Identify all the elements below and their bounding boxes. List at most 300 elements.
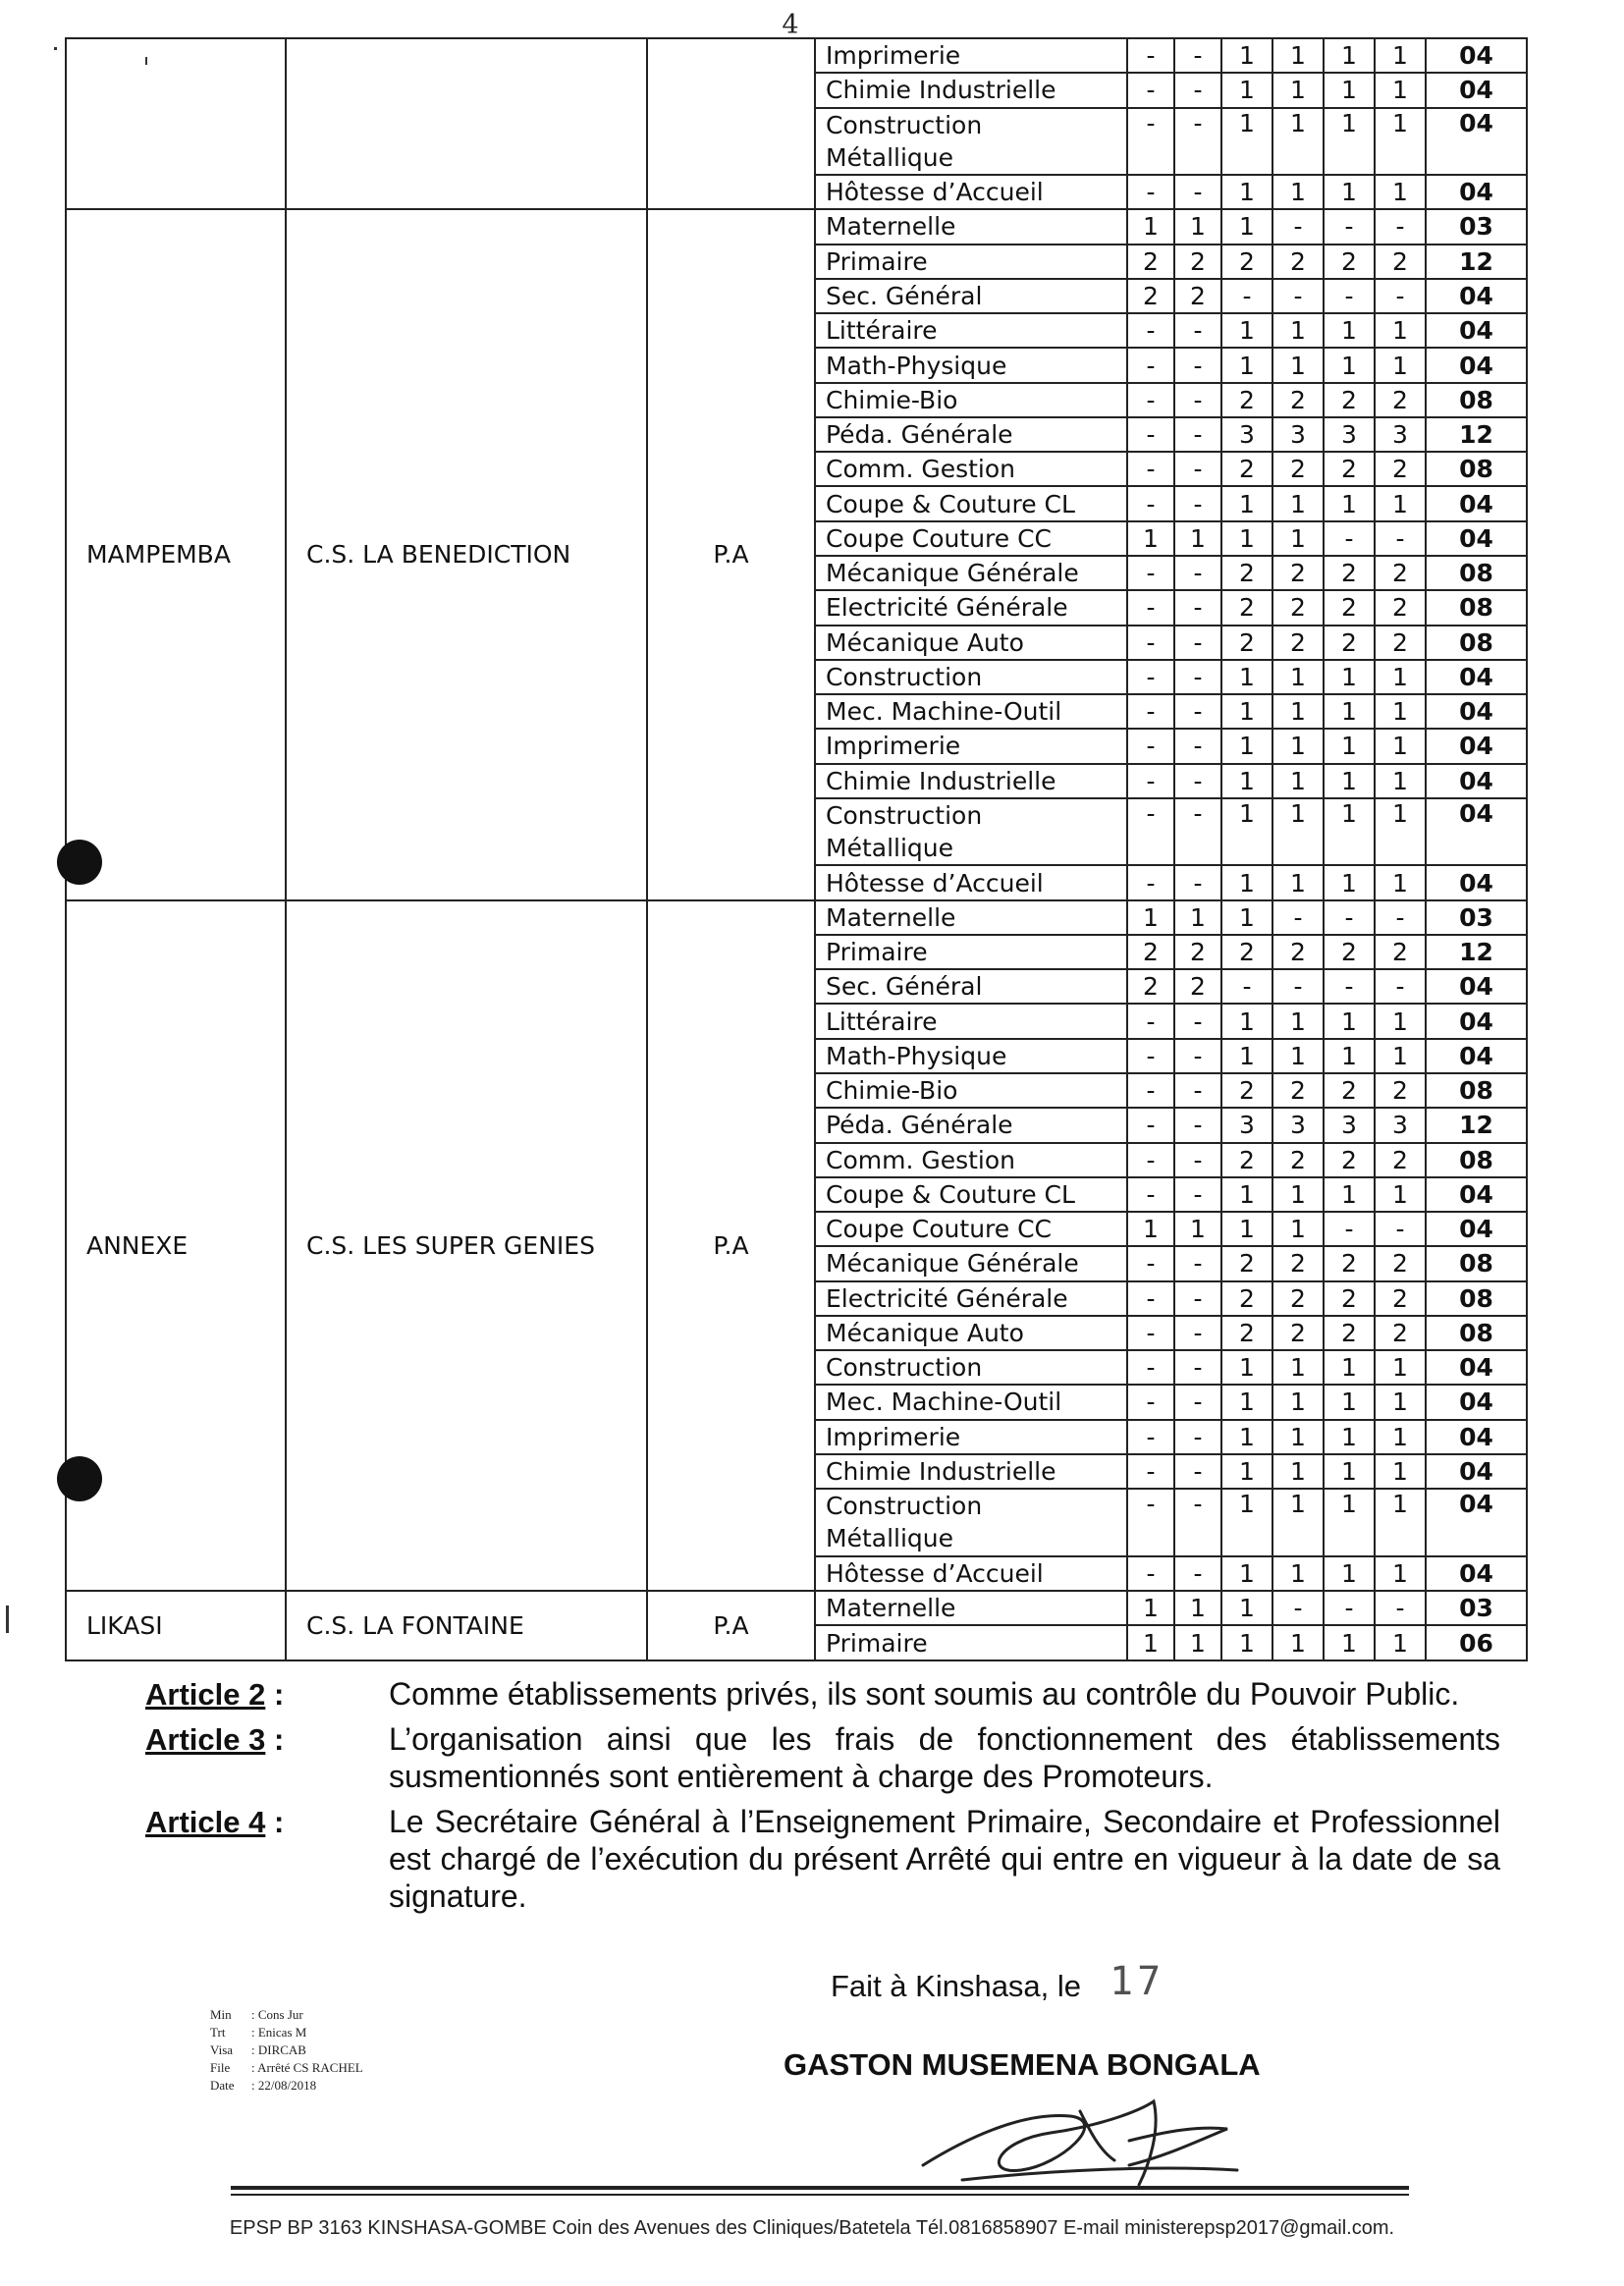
class-count-cell: 1 [1174,521,1221,556]
class-count-cell: 3 [1324,417,1375,452]
class-count-cell: 1 [1324,1454,1375,1489]
section-label-line2: Métallique [826,834,954,863]
total-cell: 03 [1426,900,1527,935]
class-count-cell: - [1324,1212,1375,1246]
total-cell: 04 [1426,764,1527,798]
section-cell [815,175,1127,209]
class-count-cell: 1 [1375,798,1426,866]
class-count-cell: 1 [1272,764,1324,798]
status-cell: P.A [647,209,815,899]
total-cell: 12 [1426,1108,1527,1142]
class-count-cell: 1 [1272,1004,1324,1038]
class-count-cell: - [1375,521,1426,556]
class-count-cell: 1 [1272,865,1324,899]
class-count-cell: 1 [1221,1039,1272,1073]
article-4: Article 4 : Le Secrétaire Général à l’Enseignement Primaire, Secondaire et Professionnel est chargé de l’exécution du présent Arrêté qui entre en vigueur à la date de sa signature. [145,1804,1500,1914]
class-count-cell: 2 [1174,279,1221,313]
section-label: Imprimerie [826,41,961,71]
article-label: Article 4 [145,1805,266,1839]
class-count-cell: 2 [1127,935,1174,969]
class-count-cell: 3 [1324,1108,1375,1142]
total-cell: 06 [1426,1625,1527,1660]
class-count-cell: 1 [1272,798,1324,866]
section-cell [815,1625,1127,1660]
status-cell [647,38,815,209]
locality-cell: LIKASI [66,1591,286,1660]
section-cell [815,486,1127,520]
class-count-cell: 2 [1324,383,1375,417]
section-label: Maternelle [826,212,956,242]
section-label: Primaire [826,1628,928,1658]
class-count-cell: 3 [1221,1108,1272,1142]
section-cell [815,1004,1127,1038]
class-count-cell: 2 [1324,626,1375,660]
section-label: Electricité Générale [826,593,1068,623]
section-label: Electricité Générale [826,1283,1068,1313]
articles [145,1675,1500,1923]
class-count-cell: 1 [1375,1004,1426,1038]
class-count-cell: 1 [1375,865,1426,899]
class-count-cell: 1 [1221,1556,1272,1591]
class-count-cell: - [1127,798,1174,866]
class-count-cell: - [1127,1039,1174,1073]
class-count-cell: - [1174,1039,1221,1073]
total-cell: 03 [1426,1591,1527,1625]
section-cell [815,38,1127,73]
section-cell [815,1316,1127,1350]
class-count-cell: - [1375,969,1426,1004]
class-count-cell: - [1174,313,1221,348]
section-label: Coupe Couture CC [826,1215,1053,1244]
class-count-cell: 1 [1324,1177,1375,1212]
class-count-cell: 2 [1272,1073,1324,1108]
signatory-name: GASTON MUSEMENA BONGALA [784,2047,1261,2082]
section-label: Primaire [826,246,928,276]
section-cell [815,108,1127,176]
class-count-cell: - [1174,1177,1221,1212]
class-count-cell: - [1324,1591,1375,1625]
section-label: Construction [826,110,983,139]
class-count-cell: 1 [1324,660,1375,694]
class-count-cell: 1 [1375,1420,1426,1454]
class-count-cell: 1 [1272,175,1324,209]
class-count-cell: - [1127,486,1174,520]
class-count-cell: 2 [1324,1143,1375,1177]
class-count-cell: 2 [1272,452,1324,486]
section-label: Mécanique Auto [826,1318,1024,1347]
section-label: Comm. Gestion [826,1145,1016,1174]
class-count-cell: - [1174,1281,1221,1316]
section-label: Comm. Gestion [826,455,1016,484]
class-count-cell: - [1174,1316,1221,1350]
total-cell: 04 [1426,521,1527,556]
section-label: Imprimerie [826,732,961,761]
total-cell: 04 [1426,660,1527,694]
class-count-cell: 2 [1221,1143,1272,1177]
class-count-cell: 1 [1127,1212,1174,1246]
class-count-cell: 2 [1221,935,1272,969]
class-count-cell: 1 [1272,38,1324,73]
section-cell [815,865,1127,899]
class-count-cell: - [1375,279,1426,313]
class-count-cell: - [1174,348,1221,382]
punch-hole [57,840,102,885]
class-count-cell: 1 [1375,1385,1426,1419]
class-count-cell: 2 [1221,626,1272,660]
section-label: Coupe & Couture CL [826,489,1075,518]
class-count-cell: 2 [1221,590,1272,625]
class-count-cell: 1 [1324,1385,1375,1419]
article-2: Article 2 : Comme établissements privés, ils sont soumis au contrôle du Pouvoir Public. [145,1675,1500,1713]
class-count-cell: 2 [1324,1246,1375,1280]
class-count-cell: 1 [1375,1039,1426,1073]
class-count-cell: - [1375,1212,1426,1246]
article-text: Le Secrétaire Général à l’Enseignement Primaire, Secondaire et Professionnel est chargé de l’exécution du présent Arrêté qui entre en vigueur à la date de sa signature. [389,1804,1500,1914]
class-count-cell: - [1127,1556,1174,1591]
place-date: Fait à Kinshasa, le [831,1969,1082,2003]
school-name-cell [286,38,647,209]
class-count-cell: - [1324,969,1375,1004]
total-cell: 04 [1426,1004,1527,1038]
class-count-cell: - [1127,73,1174,107]
class-count-cell: 1 [1375,175,1426,209]
class-count-cell: 1 [1375,1454,1426,1489]
class-count-cell: 1 [1272,521,1324,556]
total-cell: 04 [1426,38,1527,73]
school-name-cell: C.S. LA BENEDICTION [286,209,647,899]
class-count-cell: 1 [1324,486,1375,520]
class-count-cell: 1 [1375,348,1426,382]
section-cell [815,1108,1127,1142]
class-count-cell: 1 [1127,209,1174,244]
class-count-cell: 3 [1221,417,1272,452]
class-count-cell: 2 [1375,556,1426,590]
total-cell: 04 [1426,348,1527,382]
class-count-cell: - [1127,1108,1174,1142]
class-count-cell: 1 [1272,694,1324,729]
date-stamp: 17 [1110,1959,1165,2004]
class-count-cell: - [1174,1004,1221,1038]
section-cell [815,1073,1127,1108]
class-count-cell: - [1375,1591,1426,1625]
class-count-cell: 3 [1375,1108,1426,1142]
class-count-cell: 1 [1375,108,1426,176]
total-cell: 12 [1426,245,1527,279]
class-count-cell: 2 [1221,383,1272,417]
class-count-cell: 1 [1324,694,1375,729]
section-label: Maternelle [826,902,956,932]
section-cell [815,969,1127,1004]
class-count-cell: 1 [1272,729,1324,763]
class-count-cell: 1 [1375,1625,1426,1660]
class-count-cell: 1 [1221,209,1272,244]
section-cell [815,694,1127,729]
class-count-cell: 1 [1272,1420,1324,1454]
section-label-line2: Métallique [826,1524,954,1553]
class-count-cell: 2 [1221,1316,1272,1350]
section-cell [815,1246,1127,1280]
class-count-cell: 2 [1272,1316,1324,1350]
section-label: Hôtesse d’Accueil [826,1558,1044,1588]
page-number: 4 [782,10,799,40]
section-cell [815,1385,1127,1419]
class-count-cell: - [1272,969,1324,1004]
class-count-cell: - [1174,1073,1221,1108]
class-count-cell: 1 [1375,694,1426,729]
footer-rule [231,2186,1409,2190]
total-cell: 04 [1426,1039,1527,1073]
section-cell [815,626,1127,660]
section-cell [815,1489,1127,1556]
class-count-cell: - [1127,1004,1174,1038]
class-count-cell: - [1127,417,1174,452]
class-count-cell: - [1127,1177,1174,1212]
class-count-cell: - [1127,590,1174,625]
total-cell: 04 [1426,1350,1527,1385]
class-count-cell: 1 [1375,1177,1426,1212]
section-label: Coupe Couture CC [826,523,1053,553]
class-count-cell: 1 [1221,1385,1272,1419]
section-label: Coupe & Couture CL [826,1179,1075,1209]
section-cell [815,313,1127,348]
class-count-cell: 2 [1127,279,1174,313]
class-count-cell: - [1272,1591,1324,1625]
total-cell: 04 [1426,798,1527,866]
class-count-cell: - [1272,900,1324,935]
class-count-cell: 2 [1324,245,1375,279]
total-cell: 04 [1426,1177,1527,1212]
class-count-cell: - [1174,694,1221,729]
total-cell: 03 [1426,209,1527,244]
class-count-cell: 2 [1324,1073,1375,1108]
section-cell [815,900,1127,935]
class-count-cell: 1 [1324,38,1375,73]
section-label: Construction [826,1492,983,1521]
class-count-cell: 2 [1272,590,1324,625]
total-cell: 04 [1426,313,1527,348]
total-cell: 04 [1426,865,1527,899]
section-cell [815,279,1127,313]
class-count-cell: 1 [1375,729,1426,763]
class-count-cell: 1 [1324,1556,1375,1591]
class-count-cell: 1 [1324,175,1375,209]
total-cell: 08 [1426,1073,1527,1108]
class-count-cell: 1 [1375,764,1426,798]
class-count-cell: 2 [1324,590,1375,625]
class-count-cell: - [1174,452,1221,486]
section-label: Imprimerie [826,1422,961,1451]
section-label-line2: Métallique [826,142,954,172]
section-cell [815,73,1127,107]
section-label: Chimie-Bio [826,385,958,414]
class-count-cell: - [1127,865,1174,899]
class-count-cell: 1 [1221,865,1272,899]
class-count-cell: 1 [1324,1350,1375,1385]
class-count-cell: - [1174,1489,1221,1556]
section-cell [815,1212,1127,1246]
class-count-cell: - [1174,626,1221,660]
class-count-cell: - [1221,279,1272,313]
total-cell: 08 [1426,626,1527,660]
section-cell [815,417,1127,452]
class-count-cell: - [1174,108,1221,176]
class-count-cell: 1 [1272,1489,1324,1556]
class-count-cell: 2 [1375,1143,1426,1177]
class-count-cell: 1 [1375,313,1426,348]
section-cell [815,383,1127,417]
total-cell: 04 [1426,73,1527,107]
class-count-cell: 2 [1174,245,1221,279]
class-count-cell: 1 [1127,521,1174,556]
section-cell [815,1350,1127,1385]
section-label: Mécanique Auto [826,627,1024,657]
class-count-cell: 2 [1221,452,1272,486]
class-count-cell: 1 [1221,798,1272,866]
section-cell [815,245,1127,279]
total-cell: 04 [1426,1212,1527,1246]
section-label: Maternelle [826,1594,956,1623]
section-label: Math-Physique [826,1041,1007,1070]
class-count-cell: 1 [1324,1625,1375,1660]
class-count-cell: 1 [1174,1591,1221,1625]
class-count-cell: 2 [1375,383,1426,417]
class-count-cell: 1 [1375,660,1426,694]
class-count-cell: - [1127,1489,1174,1556]
punch-hole [57,1456,102,1501]
class-count-cell: 1 [1221,38,1272,73]
class-count-cell: 2 [1272,626,1324,660]
class-count-cell: 2 [1375,626,1426,660]
class-count-cell: - [1127,383,1174,417]
class-count-cell: 1 [1272,348,1324,382]
class-count-cell: 2 [1272,935,1324,969]
class-count-cell: 1 [1221,1212,1272,1246]
section-label: Chimie Industrielle [826,76,1056,105]
total-cell: 04 [1426,1454,1527,1489]
total-cell: 04 [1426,1556,1527,1591]
total-cell: 04 [1426,279,1527,313]
section-label: Hôtesse d’Accueil [826,178,1044,207]
class-count-cell: 1 [1127,1591,1174,1625]
section-label: Littéraire [826,1007,938,1036]
class-count-cell: - [1174,1108,1221,1142]
total-cell: 08 [1426,1281,1527,1316]
class-count-cell: - [1174,383,1221,417]
class-count-cell: - [1324,279,1375,313]
class-count-cell: 1 [1221,1625,1272,1660]
class-count-cell: 1 [1272,108,1324,176]
total-cell: 04 [1426,1489,1527,1556]
class-count-cell: - [1221,969,1272,1004]
class-count-cell: - [1127,626,1174,660]
section-label: Sec. Général [826,281,983,310]
class-count-cell: - [1127,764,1174,798]
class-count-cell: - [1127,108,1174,176]
scan-mark [54,47,57,50]
section-cell [815,1177,1127,1212]
class-count-cell: 2 [1324,935,1375,969]
section-label: Chimie Industrielle [826,766,1056,795]
class-count-cell: - [1127,175,1174,209]
class-count-cell: 1 [1221,1489,1272,1556]
class-count-cell: 2 [1375,1316,1426,1350]
class-count-cell: - [1324,209,1375,244]
class-count-cell: 1 [1324,73,1375,107]
section-cell [815,764,1127,798]
section-cell [815,1143,1127,1177]
class-count-cell: 2 [1221,1246,1272,1280]
class-count-cell: 2 [1324,1281,1375,1316]
section-cell [815,521,1127,556]
article-text: L’organisation ainsi que les frais de fonctionnement des établissements susmentionnés sont entièrement à charge des Promoteurs. [389,1721,1500,1794]
section-label: Hôtesse d’Accueil [826,868,1044,898]
class-count-cell: 1 [1324,313,1375,348]
class-count-cell: 2 [1221,245,1272,279]
total-cell: 04 [1426,694,1527,729]
class-count-cell: - [1324,521,1375,556]
total-cell: 04 [1426,108,1527,176]
class-count-cell: - [1127,38,1174,73]
class-count-cell: 3 [1272,417,1324,452]
class-count-cell: - [1174,73,1221,107]
class-count-cell: 1 [1324,865,1375,899]
class-count-cell: 1 [1324,764,1375,798]
section-label: Péda. Générale [826,420,1013,450]
class-count-cell: - [1127,348,1174,382]
class-count-cell: 1 [1221,694,1272,729]
class-count-cell: 1 [1272,1177,1324,1212]
class-count-cell: - [1127,694,1174,729]
class-count-cell: 1 [1375,1489,1426,1556]
section-label: Mec. Machine-Outil [826,1388,1062,1417]
class-count-cell: - [1174,660,1221,694]
class-count-cell: - [1174,417,1221,452]
class-count-cell: 1 [1272,1039,1324,1073]
class-count-cell: 1 [1272,1212,1324,1246]
class-count-cell: 1 [1174,900,1221,935]
section-cell [815,729,1127,763]
section-label: Mécanique Générale [826,1249,1079,1279]
class-count-cell: - [1272,209,1324,244]
section-label: Sec. Général [826,972,983,1002]
class-count-cell: 1 [1272,660,1324,694]
section-label: Mécanique Générale [826,559,1079,588]
class-count-cell: 2 [1221,556,1272,590]
locality-cell [66,38,286,209]
class-count-cell: - [1127,660,1174,694]
reference-block: Min : Cons Jur Trt : Enicas M Visa : DIRCAB File : Arrêté CS RACHEL Date : 22/08/2018 [210,2007,363,2093]
class-count-cell: 2 [1375,452,1426,486]
total-cell: 04 [1426,969,1527,1004]
section-label: Construction [826,1353,983,1383]
class-count-cell: 2 [1375,1246,1426,1280]
class-count-cell: 1 [1272,1625,1324,1660]
total-cell: 04 [1426,486,1527,520]
class-count-cell: - [1375,900,1426,935]
footer-rule [231,2194,1409,2196]
class-count-cell: 1 [1272,1454,1324,1489]
class-count-cell: 2 [1272,1143,1324,1177]
class-count-cell: - [1174,1350,1221,1385]
class-count-cell: 1 [1221,1350,1272,1385]
class-count-cell: - [1174,556,1221,590]
total-cell: 08 [1426,1316,1527,1350]
total-cell: 08 [1426,452,1527,486]
article-label: Article 2 [145,1677,266,1712]
class-count-cell: 1 [1375,1350,1426,1385]
class-count-cell: - [1127,1350,1174,1385]
class-count-cell: 2 [1221,1281,1272,1316]
